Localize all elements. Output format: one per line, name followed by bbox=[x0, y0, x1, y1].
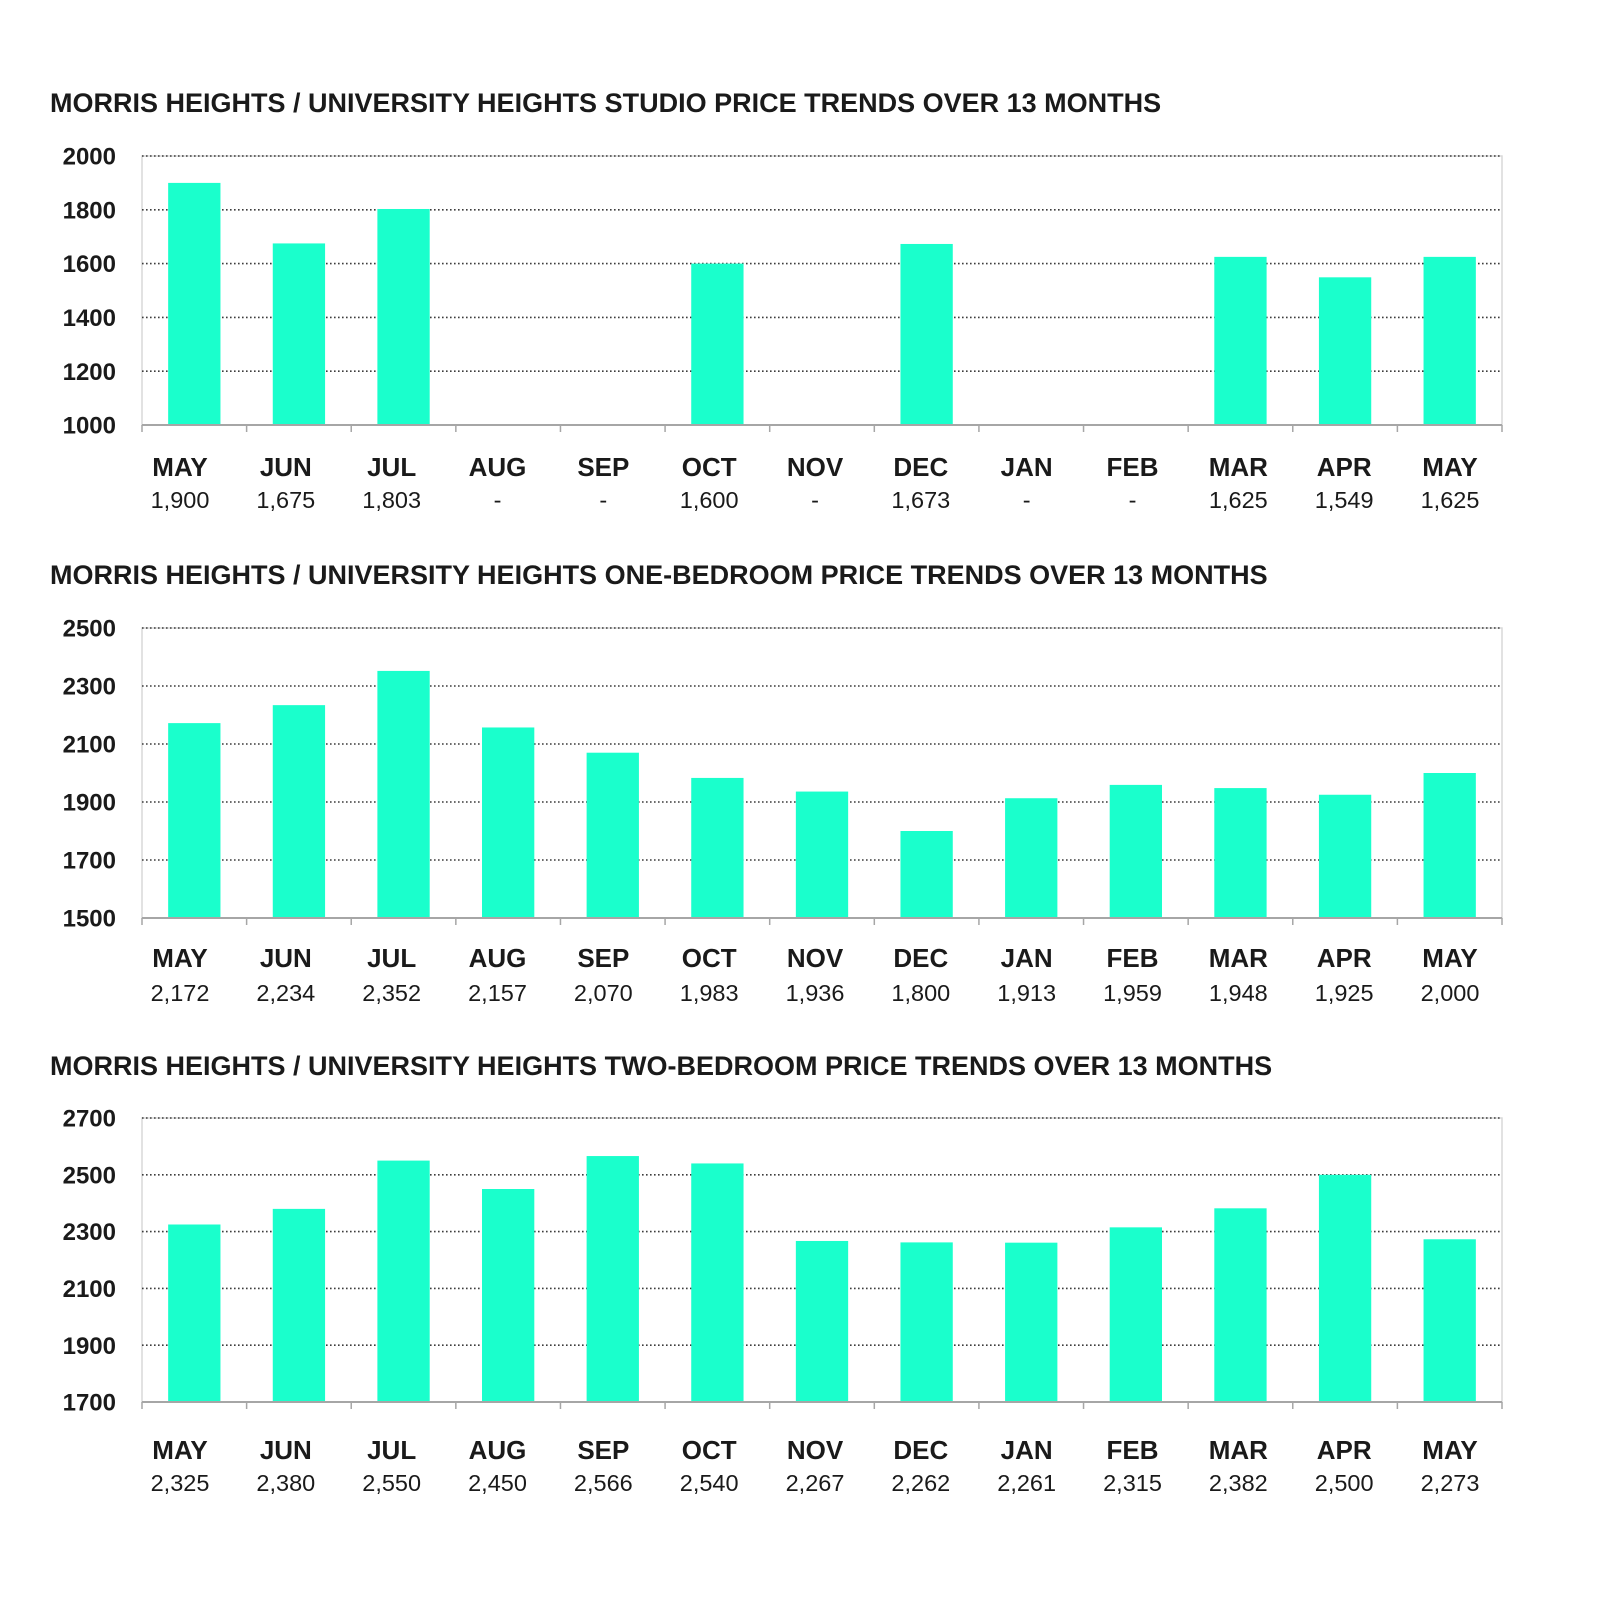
value-label: 1,673 bbox=[891, 487, 951, 513]
month-label: JAN bbox=[1000, 1435, 1053, 1465]
month-label: NOV bbox=[786, 452, 844, 482]
bar-jan bbox=[1005, 1243, 1057, 1402]
month-label: JUN bbox=[259, 1435, 312, 1465]
bar-mar bbox=[1214, 1208, 1266, 1402]
value-label: 2,261 bbox=[997, 1470, 1057, 1496]
month-label: DEC bbox=[893, 1435, 949, 1465]
bar-mar bbox=[1214, 257, 1266, 425]
value-label: 1,900 bbox=[150, 487, 210, 513]
value-label: - bbox=[493, 487, 502, 513]
month-label: MAR bbox=[1208, 943, 1268, 973]
month-label: FEB bbox=[1106, 1435, 1159, 1465]
value-label: 1,675 bbox=[256, 487, 316, 513]
bar-dec bbox=[900, 244, 952, 425]
value-label: 2,540 bbox=[679, 1470, 739, 1496]
bar-nov bbox=[796, 1241, 848, 1402]
value-label: 2,267 bbox=[785, 1470, 845, 1496]
value-label: 2,070 bbox=[573, 980, 633, 1006]
value-label: 2,450 bbox=[468, 1470, 527, 1496]
month-label: DEC bbox=[893, 452, 949, 482]
month-label: JUL bbox=[367, 452, 417, 482]
bar-may bbox=[1424, 773, 1476, 918]
bar-jun bbox=[273, 1209, 325, 1402]
value-label: 1,948 bbox=[1208, 980, 1268, 1006]
bar-oct bbox=[691, 778, 743, 918]
value-label: 1,936 bbox=[785, 980, 845, 1006]
month-label: JAN bbox=[1000, 452, 1053, 482]
value-label: 1,600 bbox=[679, 487, 739, 513]
value-label: 2,234 bbox=[256, 980, 316, 1006]
value-label: 2,262 bbox=[891, 1470, 951, 1496]
month-label: MAY bbox=[1422, 1435, 1478, 1465]
one-bedroom-price-chart bbox=[50, 560, 1502, 1006]
bar-mar bbox=[1214, 788, 1266, 918]
value-label: 1,625 bbox=[1420, 487, 1480, 513]
bar-feb bbox=[1110, 1227, 1162, 1402]
y-tick-label: 2500 bbox=[62, 615, 116, 643]
value-label: 1,959 bbox=[1103, 980, 1162, 1006]
month-label: JUN bbox=[259, 943, 312, 973]
y-tick-label: 2300 bbox=[62, 673, 116, 701]
bar-sep bbox=[587, 1156, 639, 1402]
bar-jul bbox=[377, 671, 429, 918]
bar-may bbox=[168, 723, 220, 918]
month-label: MAY bbox=[152, 452, 208, 482]
month-label: MAY bbox=[1422, 452, 1478, 482]
value-label: 1,803 bbox=[362, 487, 422, 513]
month-label: APR bbox=[1316, 1435, 1372, 1465]
bar-jul bbox=[377, 1161, 429, 1402]
value-label: 1,913 bbox=[997, 980, 1057, 1006]
month-label: NOV bbox=[786, 943, 844, 973]
y-tick-label: 1000 bbox=[62, 412, 116, 440]
value-label: 1,549 bbox=[1314, 487, 1374, 513]
value-label: - bbox=[1022, 487, 1031, 513]
bar-may bbox=[1424, 257, 1476, 425]
y-tick-label: 1500 bbox=[62, 905, 116, 933]
y-tick-label: 2000 bbox=[62, 143, 116, 171]
bar-oct bbox=[691, 1163, 743, 1402]
bar-apr bbox=[1319, 1175, 1371, 1402]
value-label: 2,382 bbox=[1208, 1470, 1268, 1496]
month-label: MAR bbox=[1208, 452, 1268, 482]
two-bedroom-price-chart bbox=[50, 1051, 1502, 1496]
bar-jan bbox=[1005, 798, 1057, 918]
bar-may bbox=[168, 1225, 220, 1403]
month-label: AUG bbox=[468, 1435, 527, 1465]
bar-oct bbox=[691, 264, 743, 425]
month-label: JUL bbox=[367, 943, 417, 973]
value-label: 1,925 bbox=[1314, 980, 1374, 1006]
month-label: SEP bbox=[577, 1435, 630, 1465]
month-label: MAY bbox=[1422, 943, 1478, 973]
bar-aug bbox=[482, 1189, 534, 1402]
bar-may bbox=[168, 183, 220, 425]
value-label: 2,566 bbox=[573, 1470, 633, 1496]
value-label: 2,273 bbox=[1420, 1470, 1480, 1496]
studio-price-chart bbox=[50, 88, 1502, 513]
value-label: - bbox=[1128, 487, 1137, 513]
value-label: 2,172 bbox=[150, 980, 210, 1006]
y-tick-label: 1400 bbox=[62, 305, 116, 332]
chart-title: MORRIS HEIGHTS / UNIVERSITY HEIGHTS TWO-BEDROOM PRICE TRENDS OVER 13 MONTHS bbox=[50, 1051, 1273, 1081]
month-label: SEP bbox=[577, 452, 630, 482]
bar-feb bbox=[1110, 785, 1162, 918]
value-label: 1,625 bbox=[1208, 487, 1268, 513]
value-label: 2,352 bbox=[362, 980, 422, 1006]
value-label: 2,315 bbox=[1103, 1470, 1162, 1496]
value-label: 2,000 bbox=[1420, 980, 1480, 1006]
y-tick-label: 1200 bbox=[62, 358, 116, 386]
bar-dec bbox=[900, 831, 952, 918]
month-label: MAY bbox=[152, 943, 208, 973]
month-label: JAN bbox=[1000, 943, 1053, 973]
value-label: 2,380 bbox=[256, 1470, 316, 1496]
y-tick-label: 2100 bbox=[62, 731, 116, 759]
bar-jul bbox=[377, 209, 429, 425]
y-tick-label: 1900 bbox=[62, 1332, 116, 1360]
y-tick-label: 1900 bbox=[62, 789, 116, 817]
month-label: OCT bbox=[681, 452, 737, 482]
y-tick-label: 2500 bbox=[62, 1162, 116, 1190]
month-label: DEC bbox=[893, 943, 949, 973]
month-label: FEB bbox=[1106, 943, 1159, 973]
y-tick-label: 2100 bbox=[62, 1276, 116, 1303]
value-label: 2,500 bbox=[1314, 1470, 1374, 1496]
value-label: - bbox=[811, 487, 819, 513]
y-tick-label: 2700 bbox=[62, 1105, 116, 1133]
bar-jun bbox=[273, 705, 325, 918]
y-tick-label: 1700 bbox=[62, 1389, 116, 1417]
value-label: - bbox=[599, 487, 608, 513]
value-label: 2,325 bbox=[150, 1470, 210, 1496]
value-label: 2,157 bbox=[468, 980, 527, 1006]
chart-title: MORRIS HEIGHTS / UNIVERSITY HEIGHTS STUDIO PRICE TRENDS OVER 13 MONTHS bbox=[50, 88, 1162, 118]
month-label: FEB bbox=[1106, 452, 1159, 482]
month-label: JUL bbox=[367, 1435, 417, 1465]
month-label: SEP bbox=[577, 943, 630, 973]
plot-area bbox=[142, 156, 1502, 425]
month-label: MAR bbox=[1208, 1435, 1268, 1465]
month-label: AUG bbox=[468, 943, 527, 973]
bar-dec bbox=[900, 1242, 952, 1402]
month-label: NOV bbox=[786, 1435, 844, 1465]
month-label: MAY bbox=[152, 1435, 208, 1465]
value-label: 1,800 bbox=[891, 980, 951, 1006]
bar-apr bbox=[1319, 795, 1371, 918]
y-tick-label: 1800 bbox=[62, 197, 116, 225]
month-label: APR bbox=[1316, 452, 1372, 482]
y-tick-label: 1600 bbox=[62, 251, 116, 279]
bar-apr bbox=[1319, 277, 1371, 425]
month-label: OCT bbox=[681, 1435, 737, 1465]
bar-may bbox=[1424, 1239, 1476, 1402]
y-tick-label: 1700 bbox=[62, 847, 116, 875]
y-tick-label: 2300 bbox=[62, 1219, 116, 1247]
chart-title: MORRIS HEIGHTS / UNIVERSITY HEIGHTS ONE-BEDROOM PRICE TRENDS OVER 13 MONTHS bbox=[50, 560, 1268, 590]
bar-jun bbox=[273, 243, 325, 425]
month-label: AUG bbox=[468, 452, 527, 482]
month-label: JUN bbox=[259, 452, 312, 482]
bar-nov bbox=[796, 792, 848, 918]
value-label: 1,983 bbox=[679, 980, 739, 1006]
month-label: APR bbox=[1316, 943, 1372, 973]
bar-sep bbox=[587, 753, 639, 918]
bar-aug bbox=[482, 727, 534, 918]
month-label: OCT bbox=[681, 943, 737, 973]
value-label: 2,550 bbox=[362, 1470, 422, 1496]
